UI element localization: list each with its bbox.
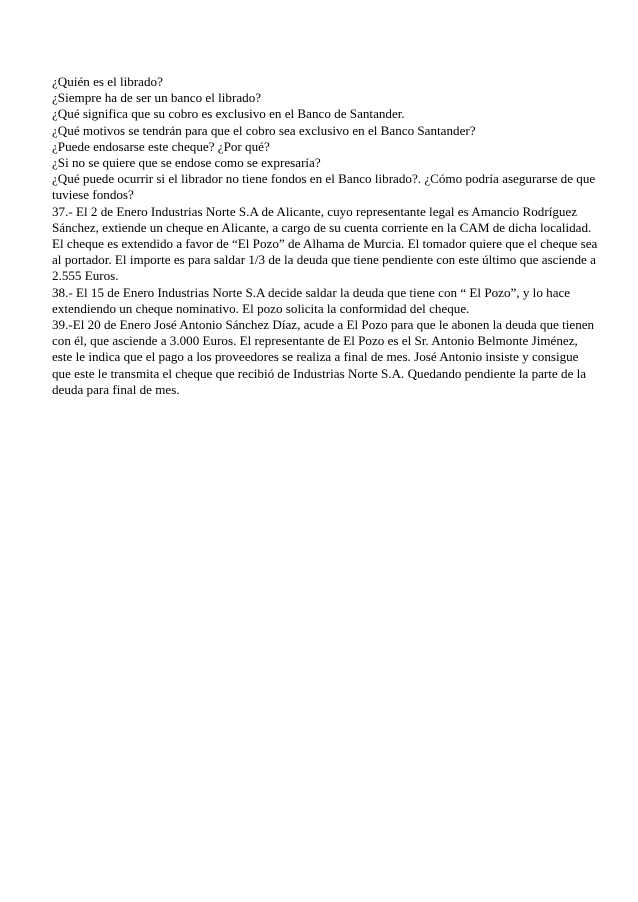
question-banco-librado: ¿Siempre ha de ser un banco el librado?: [52, 90, 262, 106]
exercise-37: 37.- El 2 de Enero Industrias Norte S.A de Alicante, cuyo representante legal es Amancio Rodríguez Sánchez, extiende un cheque en Alicante, a cargo de su cuenta corriente en la CAM de dicha localidad. El cheque es extendido a favor de “El Pozo” de Alhama de Murcia. El tomador quiere que el cheque sea al portador. El importe es para saldar 1/3 de la deuda que tiene pendiente con este último que asciende a 2.555 Euros.: [52, 203, 598, 284]
question-sin-fondos: ¿Qué puede ocurrir si el librador no tiene fondos en el Banco librado?. ¿Cómo podría asegurarse de que tuviese fondos?: [52, 171, 596, 203]
question-no-endose: ¿Si no se quiere que se endose como se expresaría?: [52, 155, 321, 171]
exercise-39: 39.-El 20 de Enero José Antonio Sánchez Díaz, acude a El Pozo para que le abonen la deuda que tienen con él, que asciende a 3.000 Euros. El representante de El Pozo es el Sr. Antonio Belmonte Jiménez, este le indica que el pago a los proveedores se realiza a final de mes. José Antonio insiste y consigue que este le transmita el cheque que recibió de Industrias Norte S.A. Quedando pendiente la parte de la deuda para final de mes.: [52, 317, 595, 397]
question-endosarse: ¿Puede endosarse este cheque? ¿Por qué?: [52, 138, 270, 154]
document-body: [52, 74, 598, 398]
question-librado: ¿Quién es el librado?: [52, 74, 163, 89]
exercise-38: 38.- El 15 de Enero Industrias Norte S.A decide saldar la deuda que tiene con “ El Pozo”, y lo hace extendiendo un cheque nominativo. El pozo solicita la conformidad del cheque.: [52, 284, 571, 316]
question-cobro-exclusivo: ¿Qué significa que su cobro es exclusivo en el Banco de Santander.: [52, 106, 405, 122]
question-motivos: ¿Qué motivos se tendrán para que el cobro sea exclusivo en el Banco Santander?: [52, 122, 476, 138]
